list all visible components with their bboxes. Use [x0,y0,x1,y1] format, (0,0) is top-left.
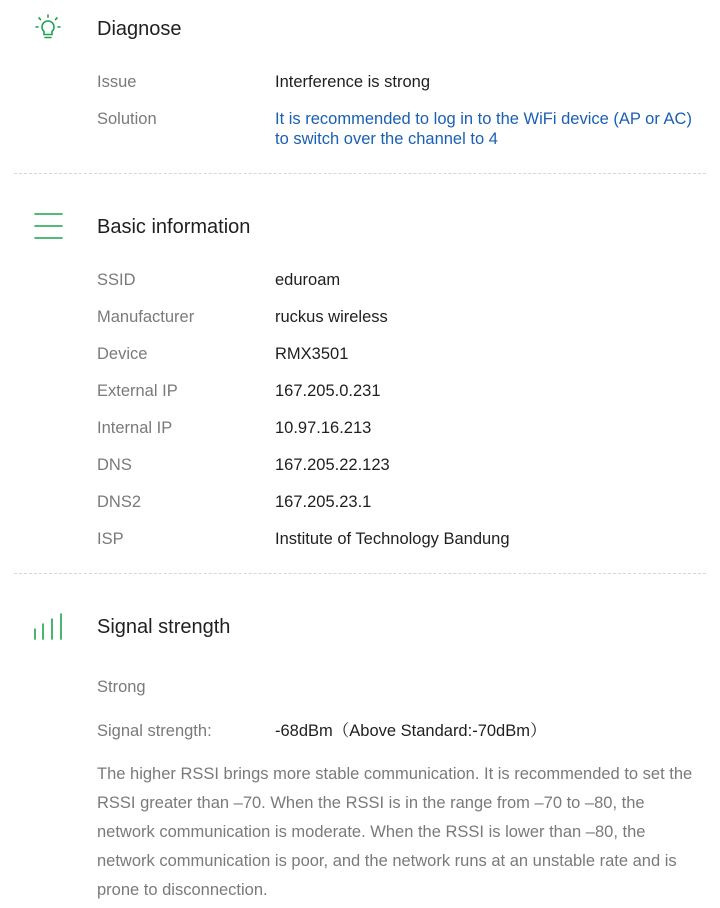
signal-quality: Strong [97,678,146,696]
signal-section [0,574,720,908]
signal-strength-value: -68dBm（Above Standard:-70dBm） [275,722,547,740]
solution-link[interactable]: It is recommended to log in to the WiFi device (AP or AC) to switch over the channel to 4 [275,110,692,148]
info-label: ISP [97,530,124,548]
signal-title: Signal strength [97,616,231,638]
info-label: SSID [97,271,136,289]
lightbulb-icon [30,14,66,49]
info-value: 167.205.0.231 [275,382,381,400]
info-value: 167.205.23.1 [275,493,372,511]
signal-bars-icon [33,612,65,647]
info-value: eduroam [275,271,341,289]
info-value: ruckus wireless [275,308,388,326]
solution-label: Solution [97,110,157,128]
info-label: Device [97,345,148,363]
info-label: DNS [97,456,132,474]
info-value: 10.97.16.213 [275,419,372,437]
info-label: Manufacturer [97,308,195,326]
rssi-description: The higher RSSI brings more stable communication. It is recommended to set the RSSI greater than –70. When the RSSI is in the range from –70 to –80, the network communication is moderate. When the RSSI is lower than –80, the network communication is poor, and the network runs at an unstable rate and is prone to disconnection. [97,765,693,899]
diagnose-section [0,0,720,174]
info-label: Internal IP [97,419,173,437]
diagnose-title: Diagnose [97,18,182,40]
info-value: Institute of Technology Bandung [275,530,510,548]
issue-label: Issue [97,73,137,91]
basic-info-title: Basic information [97,216,251,238]
issue-value: Interference is strong [275,73,430,91]
signal-strength-label: Signal strength: [97,722,212,740]
info-value: RMX3501 [275,345,349,363]
basic-info-section [0,174,720,574]
info-value: 167.205.22.123 [275,456,390,474]
info-label: DNS2 [97,493,142,511]
menu-lines-icon [34,212,64,247]
info-label: External IP [97,382,178,400]
